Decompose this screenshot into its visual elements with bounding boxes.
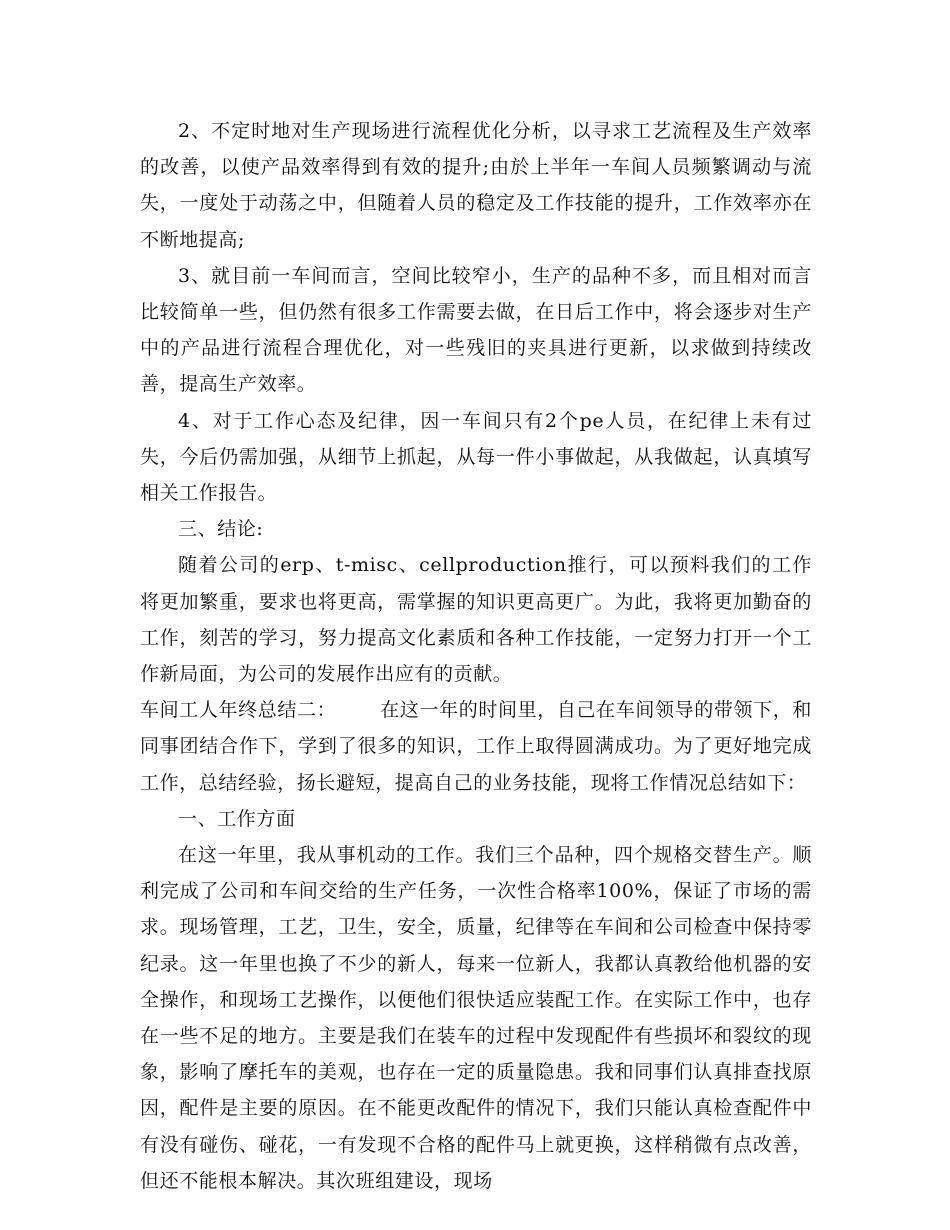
summary-two-paragraph: [140, 692, 812, 801]
document-body: [140, 113, 812, 1199]
section-heading-work: 一、工作方面: [178, 807, 296, 830]
paragraph-item-2: 2、不定时地对生产现场进行流程优化分析，以寻求工艺流程及生产效率的改善，以使产品效率得到有效的提升;由於上半年一车间人员频繁调动与流失，一度处于动荡之中，但随着人员的稳定及工作技能的提升，工作效率亦在不断地提高;: [140, 120, 812, 251]
summary-two-text: 在这一年的时间里，自己在车间领导的带领下，和同事团结合作下，学到了很多的知识，工作上取得圆满成功。为了更好地完成工作，总结经验，扬长避短，提高自己的业务技能，现将工作情况总结如下：: [140, 699, 812, 794]
paragraph-item-3: 3、就目前一车间而言，空间比较窄小，生产的品种不多，而且相对而言比较简单一些，但仍然有很多工作需要去做，在日后工作中，将会逐步对生产中的产品进行流程合理优化，对一些残旧的夹具进行更新，以求做到持续改善，提高生产效率。: [140, 264, 812, 396]
summary-two-heading: 车间工人年终总结二：: [140, 699, 337, 722]
paragraph-item-4: 4、对于工作心态及纪律，因一车间只有2个pe人员，在纪律上未有过失，今后仍需加强，从细节上抓起，从每一件小事做起，从我做起，认真填写相关工作报告。: [140, 409, 812, 505]
work-paragraph: 在这一年里，我从事机动的工作。我们三个品种，四个规格交替生产。顺利完成了公司和车间交给的生产任务，一次性合格率100%，保证了市场的需求。现场管理，工艺，卫生，安全，质量，纪律等在车间和公司检查中保持零纪录。这一年里也换了不少的新人，每来一位新人，我都认真教给他机器的安全操作，和现场工艺操作，以便他们很快适应装配工作。在实际工作中，也存在一些不足的地方。主要是我们在装车的过程中发现配件有些损坏和裂纹的现象，影响了摩托车的美观，也存在一定的质量隐患。我和同事们认真排查找原因，配件是主要的原因。在不能更改配件的情况下，我们只能认真检查配件中有没有碰伤、碰花，一有发现不合格的配件马上就更换，这样稍微有点改善，但还不能根本解决。其次班组建设，现场: [140, 844, 812, 1192]
conclusion-paragraph: 随着公司的erp、t-misc、cellproduction推行，可以预料我们的工作将更加繁重，要求也将更高，需掌握的知识更高更广。为此，我将更加勤奋的工作，刻苦的学习，努力提高文化素质和各种工作技能，一定努力打开一个工作新局面，为公司的发展作出应有的贡献。: [140, 554, 812, 686]
section-heading-conclusion: 三、结论:: [178, 518, 264, 541]
